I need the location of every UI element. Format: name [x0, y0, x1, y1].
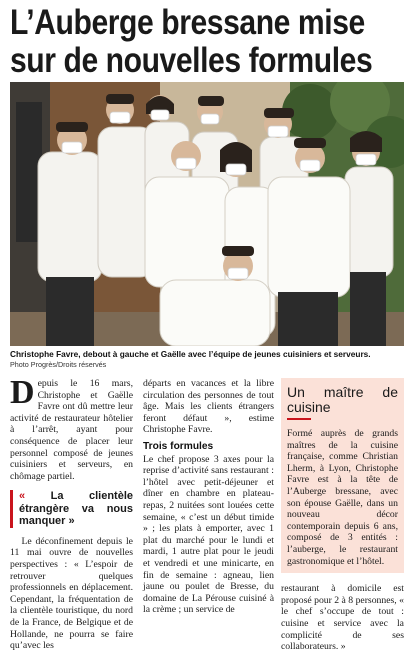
article-paragraph-2-end: départs en vacances et la libre circulation des personnes de tout âge. Mais les clients étrangers feront défaut », estime Christophe Favre.: [143, 378, 274, 436]
headline: L’Auberge bressane mise sur de nouvelles formules: [10, 3, 373, 80]
drop-cap: D: [10, 374, 35, 411]
article-paragraph-2-start: Le déconfinement depuis le 11 mai ouvre de nouvelles perspectives : « L’espoir de retrouver quelques professionnels en déplacement. Cependant, la fréquentation de la clientèle touristique, du nord de la France, de Belgique et de Hollande, ne pourra se faire qu’avec les: [10, 535, 133, 652]
team-photo-illustration: [10, 82, 404, 346]
subhead-trois-formules: Trois formules: [143, 440, 214, 452]
photo-credit: Photo Progrès/Droits réservés: [10, 360, 107, 369]
article-column-3: [281, 378, 404, 653]
team-photo: [10, 82, 404, 346]
article-column-2: [143, 378, 274, 616]
photo-caption: Christophe Favre, debout à gauche et Gaëlle avec l’équipe de jeunes cuisiniers et serveurs.: [10, 349, 371, 359]
article-paragraph-1: epuis le 16 mars, Christophe et Gaëlle Favre ont dû mettre leur activité de restaurateur hôtelier à l’arrêt, ayant pour conséquence de placer leur personnel composé de jeunes cuisiniers et serveurs, en chômage partiel.: [10, 378, 133, 482]
pull-quote-mark: «: [19, 490, 26, 503]
article-paragraph-3: Le chef propose 3 axes pour la reprise d’activité sans restaurant : l’hôtel avec petit-déjeuner et dîner en chambre en plateau-repas, 2 nuitées sont louées cette semaine, « c’est un début timide » ; les plats à emporter, avec 1 plat du marché pour le lundi et mardi, 1 autre plat pour le jeudi et vendredi et une minicarte, en fin de semaine : agneau, lien jaune ou poulet de Bresse, du domaine de La Pérouse cuisiné à la crème ; un service de: [143, 453, 274, 616]
pull-quote-text: La clientèle étrangère va nous manquer »: [19, 490, 134, 528]
sidebar-rule: [287, 418, 311, 420]
article-column-1: [10, 374, 134, 652]
pull-quote: [10, 490, 133, 528]
article-paragraph-4: restaurant à domicile est proposé pour 2 à 8 personnes, « le chef s’occupe de tout : cuisine et service avec la complicité de ses collaborateurs. »: [281, 583, 404, 653]
sidebar-text: Formé auprès de grands maîtres de la cuisine française, comme Christian Lherm, à Lyon, Christophe Favre est à la tête de l’Auberge bressane, avec son épouse Gaëlle, dans un nouveau décor contemporain depuis 6 ans, composé de 3 entités : l’auberge, le restaurant gastronomique et l’hôtel.: [287, 428, 398, 567]
sidebar-title: Un maître de cuisine: [287, 384, 398, 415]
sidebar-box: [281, 378, 404, 573]
